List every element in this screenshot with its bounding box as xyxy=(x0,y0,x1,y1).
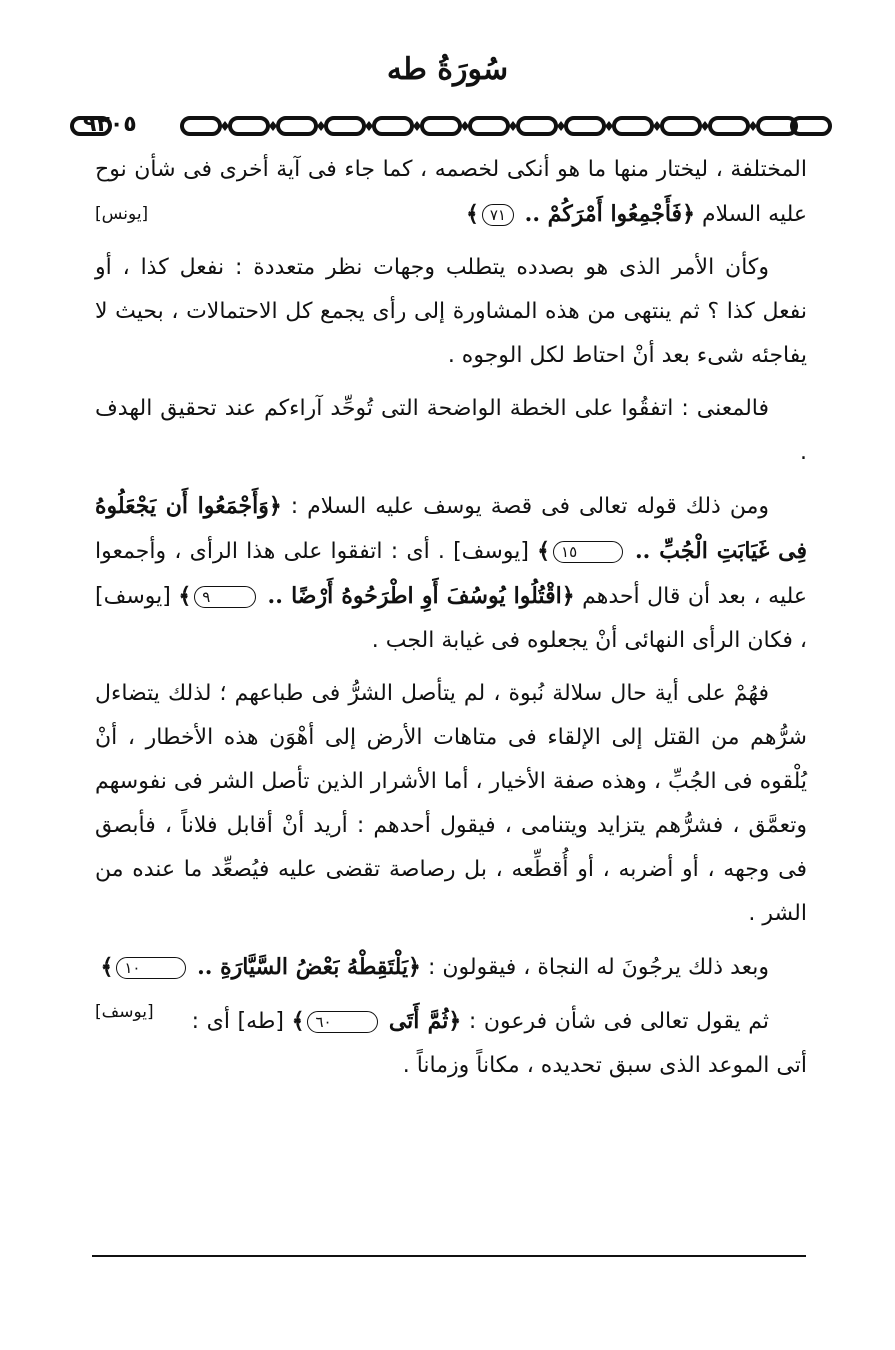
surah-title: سُورَةُ طه xyxy=(386,52,509,87)
paragraph-2: وكأن الأمر الذى هو بصدده يتطلب وجهات نظر متعددة : نفعل كذا ، أو نفعل كذا ؟ ثم ينتهى من هذه المشاورة إلى رأى يجمع كل الاحتمالات ، بحيث لا يفاجئه شىء بعد أنْ احتاط لكل الوجوه . xyxy=(95,255,807,368)
surah-reference: [يونس] xyxy=(95,204,149,224)
ayah-number-marker: ١٥ xyxy=(553,541,623,563)
paragraph-text: وبعد ذلك يرجُونَ له النجاة ، فيقولون : xyxy=(420,955,769,980)
paragraph-text: [يوسف] ، فكان الرأى النهائى أنْ يجعلوه فى غيابة الجب . xyxy=(95,584,807,653)
page-body-text xyxy=(95,148,807,1097)
quran-verse: ﴿يَلْتَقِطْهُ بَعْضُ السَّيَّارَةِ .. xyxy=(189,954,421,980)
paragraph-7 xyxy=(95,999,807,1088)
quran-bracket-close: ﴾ xyxy=(100,954,114,980)
ayah-number-marker: ٧١ xyxy=(482,204,514,226)
ayah-number-marker: ٦٠ xyxy=(307,1011,377,1033)
quran-bracket-close: ﴾ xyxy=(291,1008,305,1034)
quran-verse: ﴿فَأَجْمِعُوا أَمْرَكُمْ .. xyxy=(517,201,695,227)
paragraph-text: ثم يقول تعالى فى شأن فرعون : xyxy=(461,1009,769,1034)
quran-verse: ﴿اقْتُلُوا يُوسُفَ أَوِ اطْرَحُوهُ أَرْضًا .. xyxy=(259,583,575,609)
quran-bracket-close: ﴾ xyxy=(178,583,192,609)
quran-bracket-close: ﴾ xyxy=(537,538,551,564)
quran-bracket-close: ﴾ xyxy=(465,201,479,227)
page-number: ٩٣٠٥ xyxy=(83,112,137,137)
paragraph-4 xyxy=(95,484,807,663)
paragraph-text: ومن ذلك قوله تعالى فى قصة يوسف عليه السلام : xyxy=(281,494,769,519)
paragraph-3: فالمعنى : اتفقُوا على الخطة الواضحة التى تُوحِّد آراءكم عند تحقيق الهدف . xyxy=(95,396,807,465)
paragraph-text: المختلفة ، ليختار منها ما هو أنكى لخصمه ، كما جاء فى آية أخرى فى شأن نوح عليه السلام xyxy=(95,157,807,227)
paragraph-text: [يوسف] . أى : اتفقوا على هذا الرأى ، وأجمعوا عليه ، بعد أن قال أحدهم xyxy=(95,539,807,609)
ayah-number-marker: ١٠ xyxy=(116,957,186,979)
header-ornament-border xyxy=(70,112,835,142)
paragraph-1 xyxy=(95,148,807,237)
quran-verse: ﴿ثُمَّ أَتَى xyxy=(380,1008,462,1034)
ayah-number-marker: ٩ xyxy=(194,586,256,608)
surah-reference: [يوسف] xyxy=(95,1002,154,1022)
paragraph-5: فهُمْ على أية حال سلالة نُبوة ، لم يتأصل الشرُّ فى طباعهم ؛ لذلك يتضاءل شرُّهم من القتل إلى الإلقاء فى متاهات الأرض إلى أهْوَن هذه الأخطار ، أنْ يُلْقوه فى الجُبِّ ، وهذه صفة الأخيار ، أما الأشرار الذين تأصل الشر فى نفوسهم وتعمَّق ، فشرُّهم يتزايد ويتنامى ، فيقول أحدهم : أريد أنْ أقابل فلاناً ، فأبصق فى وجهه ، أو أضربه ، أو أُقطِّعه ، بل رصاصة تقضى عليه فيُصعِّد ما عنده من الشر . xyxy=(95,681,807,926)
footer-divider xyxy=(92,1255,806,1257)
quran-verse: ﴿وَأَجْمَعُوا أَن يَجْعَلُوهُ فِى غَيَابَتِ الْجُبِّ .. xyxy=(95,493,807,564)
paragraph-text: [طه] أى : أتى الموعد الذى سبق تحديده ، مكاناً وزماناً . xyxy=(191,1009,807,1078)
